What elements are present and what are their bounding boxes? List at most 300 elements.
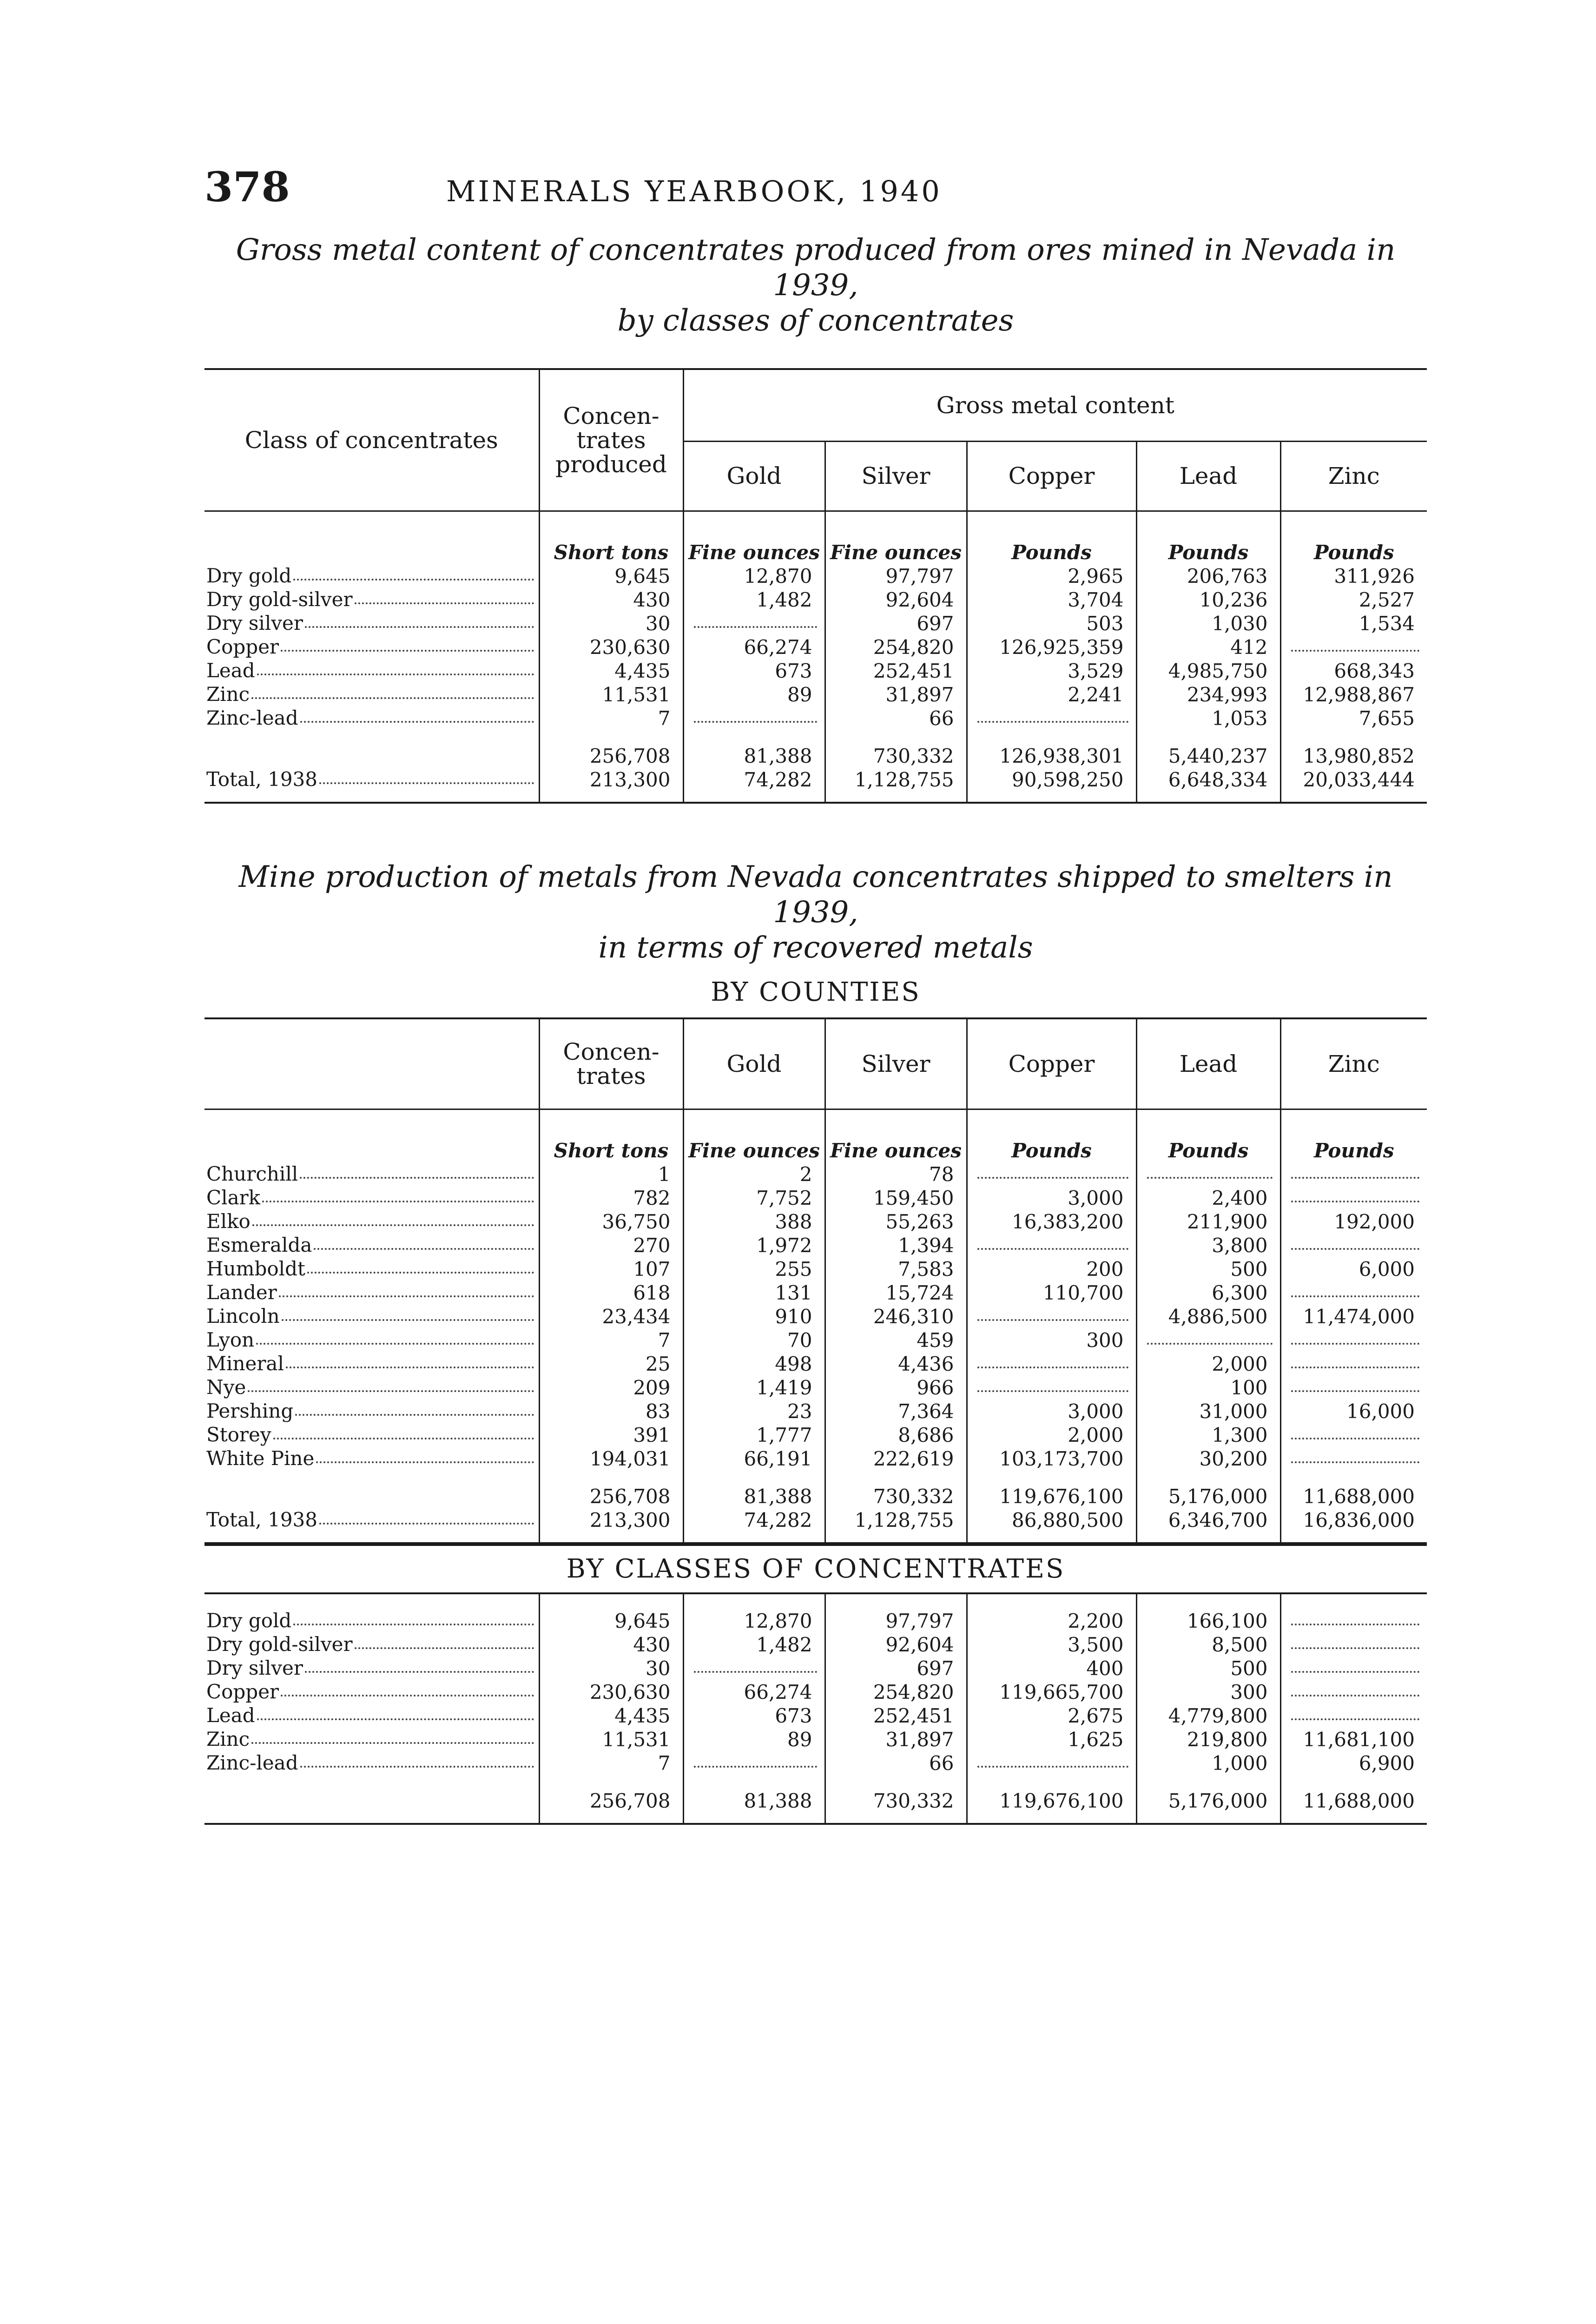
total-gap-row <box>204 1775 1427 1789</box>
row-label <box>206 1376 534 1399</box>
cell-value: 673 <box>775 1704 812 1727</box>
total-value-cell <box>683 1508 825 1532</box>
value-cell <box>683 1657 825 1680</box>
value-cell <box>967 1751 1136 1775</box>
value-cell <box>967 1162 1136 1186</box>
value-cell <box>539 1210 683 1234</box>
cell-value: 230,630 <box>589 636 671 659</box>
total-label <box>206 1508 534 1531</box>
table-row <box>204 1281 1427 1305</box>
total-value-cell <box>539 768 683 792</box>
page-number: 378 <box>204 163 290 211</box>
value-cell <box>825 1186 967 1210</box>
row-label <box>206 1609 534 1632</box>
cell-value: 31,000 <box>1199 1400 1268 1423</box>
unit-label: Fine ounces <box>683 541 825 564</box>
leader-dots <box>293 564 534 581</box>
total-value-cell <box>825 768 967 792</box>
cell-value: 311,926 <box>1334 565 1415 588</box>
table2-title <box>204 859 1427 965</box>
cell-value: 459 <box>917 1329 954 1352</box>
value-cell <box>1280 564 1427 588</box>
row-label-cell <box>204 1728 539 1751</box>
cell-value: 1,625 <box>1068 1728 1124 1751</box>
cell-value: 7 <box>658 1329 671 1352</box>
total-value: 81,388 <box>744 1485 812 1508</box>
value-cell <box>683 612 825 635</box>
value-cell <box>967 588 1136 612</box>
value-cell <box>825 1162 967 1186</box>
cell-value: 97,797 <box>885 565 954 588</box>
gap-cell <box>967 730 1136 744</box>
total-value: 11,688,000 <box>1303 1485 1415 1508</box>
cell-value: 16,000 <box>1346 1400 1415 1423</box>
total-label-cell <box>204 1789 539 1813</box>
row-label-cell <box>204 1657 539 1680</box>
total-value: 5,176,000 <box>1168 1789 1268 1812</box>
empty-dash <box>1147 1329 1273 1345</box>
cell-value: 30 <box>646 612 671 635</box>
row-label-text: Dry gold <box>206 1609 292 1632</box>
end-cell <box>683 792 825 803</box>
row-label-text: Clark <box>206 1186 261 1209</box>
row-label <box>206 1162 534 1185</box>
value-cell <box>539 1751 683 1775</box>
table-row <box>204 1210 1427 1234</box>
value-cell <box>967 564 1136 588</box>
row-label-text: Lyon <box>206 1328 255 1351</box>
leader-dots <box>281 1680 534 1697</box>
empty-dash <box>977 1305 1128 1321</box>
value-cell <box>967 635 1136 659</box>
value-cell <box>1280 1305 1427 1328</box>
cell-value: 31,897 <box>885 1728 954 1751</box>
empty-dash <box>694 612 817 628</box>
cell-value: 412 <box>1230 636 1268 659</box>
unit-label: Short tons <box>539 541 683 564</box>
row-label-text: Mineral <box>206 1352 284 1375</box>
leader-dots <box>262 1186 534 1202</box>
total-1938-row <box>204 768 1427 792</box>
value-cell <box>1136 1633 1280 1657</box>
empty-dash <box>1291 1633 1420 1649</box>
cell-value: 7,655 <box>1359 707 1415 730</box>
end-cell <box>1280 1532 1427 1543</box>
total-value-cell <box>967 744 1136 768</box>
cell-value: 230,630 <box>589 1681 671 1703</box>
empty-dash <box>1291 1447 1420 1463</box>
row-label-text: Lincoln <box>206 1305 280 1327</box>
table1-header-class: Class of concentrates <box>204 369 539 511</box>
table-row <box>204 1728 1427 1751</box>
subhead-by-counties: BY COUNTIES <box>711 977 921 1007</box>
unit-label: Fine ounces <box>825 541 967 564</box>
total-value-cell <box>683 1485 825 1508</box>
cell-value: 194,031 <box>589 1447 671 1470</box>
total-row <box>204 744 1427 768</box>
total-label-cell <box>204 768 539 792</box>
gap-cell <box>967 1471 1136 1485</box>
empty-dash <box>977 1752 1128 1768</box>
page-header <box>204 163 1427 218</box>
value-cell <box>1136 1423 1280 1447</box>
cell-value: 4,436 <box>898 1353 954 1375</box>
value-cell <box>539 1447 683 1471</box>
value-cell <box>825 1633 967 1657</box>
table2-header-blank <box>204 1018 539 1109</box>
value-cell <box>967 683 1136 706</box>
value-cell <box>683 1447 825 1471</box>
value-cell <box>539 588 683 612</box>
value-cell <box>1136 1281 1280 1305</box>
total-value: 81,388 <box>744 1789 812 1812</box>
row-label-text: Dry silver <box>206 1657 303 1679</box>
leader-dots <box>281 635 534 652</box>
total-value-cell <box>1280 1789 1427 1813</box>
end-cell <box>539 1813 683 1824</box>
cell-value: 9,645 <box>614 565 671 588</box>
value-cell <box>539 1234 683 1257</box>
value-cell <box>683 1328 825 1352</box>
cell-value: 209 <box>633 1376 671 1399</box>
row-label-text: Zinc-lead <box>206 1751 298 1774</box>
empty-dash <box>1291 1657 1420 1673</box>
table-row <box>204 1657 1427 1680</box>
value-cell <box>967 1633 1136 1657</box>
value-cell <box>967 1352 1136 1376</box>
value-cell <box>1136 1376 1280 1400</box>
cell-value: 9,645 <box>614 1610 671 1632</box>
units-row <box>204 541 1427 564</box>
table1 <box>204 368 1427 804</box>
row-label-text: Elko <box>206 1210 251 1233</box>
row-label-cell <box>204 1376 539 1400</box>
gap-cell <box>683 730 825 744</box>
total-value-cell <box>1136 744 1280 768</box>
cell-value: 7,583 <box>898 1258 954 1281</box>
row-label <box>206 1328 534 1351</box>
value-cell <box>1136 1704 1280 1728</box>
total-value-cell <box>967 1485 1136 1508</box>
cell-value: 211,900 <box>1187 1210 1268 1233</box>
cell-value: 2,965 <box>1068 565 1124 588</box>
cell-value: 12,870 <box>744 1610 812 1632</box>
unit-label: Pounds <box>1280 541 1427 564</box>
row-label <box>206 588 534 611</box>
table-row <box>204 1328 1427 1352</box>
cell-value: 391 <box>633 1424 671 1446</box>
empty-dash <box>694 1752 817 1768</box>
table1-title <box>204 232 1427 338</box>
cell-value: 300 <box>1230 1681 1268 1703</box>
value-cell <box>683 564 825 588</box>
value-cell <box>539 1186 683 1210</box>
value-cell <box>825 1609 967 1633</box>
cell-value: 23 <box>787 1400 812 1423</box>
value-cell <box>683 1257 825 1281</box>
total-row <box>204 1485 1427 1508</box>
gap-cell <box>1280 730 1427 744</box>
value-cell <box>1280 1162 1427 1186</box>
leader-dots <box>279 1281 534 1297</box>
value-cell <box>967 612 1136 635</box>
value-cell <box>967 659 1136 683</box>
gap-cell <box>825 730 967 744</box>
total-gap-row <box>204 730 1427 744</box>
value-cell <box>825 683 967 706</box>
table3-classes-totals <box>204 1775 1427 1824</box>
value-cell <box>683 1751 825 1775</box>
row-label-cell <box>204 1305 539 1328</box>
value-cell <box>539 1281 683 1305</box>
cell-value: 25 <box>646 1353 671 1375</box>
end-cell <box>683 1532 825 1543</box>
cell-value: 159,450 <box>873 1187 954 1209</box>
row-label <box>206 635 534 658</box>
page <box>204 163 1427 1825</box>
value-cell <box>683 683 825 706</box>
gap-cell <box>825 1775 967 1789</box>
value-cell <box>539 1328 683 1352</box>
cell-value: 1,777 <box>756 1424 812 1446</box>
table2-header-concentrates: Concen- trates <box>539 1018 683 1109</box>
cell-value: 966 <box>917 1376 954 1399</box>
empty-dash <box>1147 1163 1273 1179</box>
value-cell <box>1280 1352 1427 1376</box>
total-value-cell <box>539 744 683 768</box>
cell-value: 246,310 <box>873 1305 954 1328</box>
leader-dots <box>300 706 534 723</box>
value-cell <box>1280 1376 1427 1400</box>
total-value: 119,676,100 <box>999 1485 1124 1508</box>
total-value: 90,598,250 <box>1012 768 1124 791</box>
cell-value: 1,534 <box>1359 612 1415 635</box>
value-cell <box>1136 635 1280 659</box>
table-end-rule <box>204 1532 1427 1543</box>
cell-value: 3,500 <box>1068 1633 1124 1656</box>
unit-label: Fine ounces <box>683 1139 825 1162</box>
leader-dots <box>295 1400 534 1416</box>
value-cell <box>825 659 967 683</box>
total-label-text: Total, 1938 <box>206 1508 317 1531</box>
total-label-cell <box>204 744 539 768</box>
cell-value: 66,274 <box>744 636 812 659</box>
cell-value: 222,619 <box>873 1447 954 1470</box>
table-row <box>204 1234 1427 1257</box>
cell-value: 252,451 <box>873 660 954 682</box>
table1-header-lead: Lead <box>1136 442 1280 511</box>
value-cell <box>825 635 967 659</box>
cell-value: 11,531 <box>602 1728 671 1751</box>
cell-value: 107 <box>633 1258 671 1281</box>
row-label <box>206 1281 534 1304</box>
value-cell <box>539 1680 683 1704</box>
row-label-text: Zinc <box>206 1728 250 1750</box>
cell-value: 15,724 <box>885 1281 954 1304</box>
total-value-cell <box>825 1485 967 1508</box>
row-label-cell <box>204 1210 539 1234</box>
value-cell <box>1136 564 1280 588</box>
leader-dots <box>319 768 534 784</box>
end-cell <box>967 792 1136 803</box>
value-cell <box>825 588 967 612</box>
table2-header-copper: Copper <box>967 1018 1136 1109</box>
cell-value: 7,364 <box>898 1400 954 1423</box>
table-row <box>204 1305 1427 1328</box>
cell-value: 255 <box>775 1258 812 1281</box>
value-cell <box>683 635 825 659</box>
total-value-cell <box>825 744 967 768</box>
cell-value: 2,400 <box>1212 1187 1268 1209</box>
table2 <box>204 1017 1427 1544</box>
empty-dash <box>977 707 1128 723</box>
cell-value: 1,394 <box>898 1234 954 1257</box>
row-label-text: Lead <box>206 659 255 682</box>
cell-value: 254,820 <box>873 636 954 659</box>
value-cell <box>1280 1680 1427 1704</box>
subhead-by-classes: BY CLASSES OF CONCENTRATES <box>204 1544 1427 1592</box>
value-cell <box>1280 1328 1427 1352</box>
table-row <box>204 1751 1427 1775</box>
row-label <box>206 1186 534 1209</box>
value-cell <box>539 1162 683 1186</box>
leader-dots <box>355 588 534 604</box>
empty-dash <box>694 707 817 723</box>
cell-value: 430 <box>633 1633 671 1656</box>
value-cell <box>683 1609 825 1633</box>
table3 <box>204 1592 1427 1825</box>
value-cell <box>825 1234 967 1257</box>
row-label-text: Dry gold <box>206 564 292 587</box>
row-label-text: Storey <box>206 1423 271 1446</box>
value-cell <box>683 1186 825 1210</box>
table-row <box>204 1633 1427 1657</box>
cell-value: 11,474,000 <box>1303 1305 1415 1328</box>
row-label <box>206 1210 534 1233</box>
row-label <box>206 612 534 634</box>
value-cell <box>825 564 967 588</box>
empty-dash <box>1291 1187 1420 1202</box>
total-value-cell <box>1136 768 1280 792</box>
row-label-text: Nye <box>206 1376 246 1399</box>
value-cell <box>825 612 967 635</box>
row-label-cell <box>204 1162 539 1186</box>
table2-counties-body <box>204 1139 1427 1471</box>
total-value-cell <box>1280 768 1427 792</box>
cell-value: 66 <box>929 1752 954 1775</box>
row-label-text: Lead <box>206 1704 255 1727</box>
row-label-cell <box>204 612 539 635</box>
cell-value: 8,686 <box>898 1424 954 1446</box>
value-cell <box>825 1281 967 1305</box>
row-label-cell <box>204 1186 539 1210</box>
value-cell <box>683 1234 825 1257</box>
cell-value: 270 <box>633 1234 671 1257</box>
empty-dash <box>1291 1376 1420 1392</box>
cell-value: 3,704 <box>1068 588 1124 611</box>
value-cell <box>539 635 683 659</box>
table-row <box>204 564 1427 588</box>
value-cell <box>683 1281 825 1305</box>
value-cell <box>1136 1609 1280 1633</box>
table-row <box>204 1447 1427 1471</box>
value-cell <box>1136 659 1280 683</box>
total-value-cell <box>967 1789 1136 1813</box>
row-label <box>206 1728 534 1750</box>
cell-value: 30,200 <box>1199 1447 1268 1470</box>
cell-value: 3,000 <box>1068 1187 1124 1209</box>
cell-value: 10,236 <box>1199 588 1268 611</box>
total-value-cell <box>1280 744 1427 768</box>
value-cell <box>967 1305 1136 1328</box>
cell-value: 498 <box>775 1353 812 1375</box>
leader-dots <box>305 612 534 628</box>
row-label-text: Zinc-lead <box>206 706 298 729</box>
total-value: 74,282 <box>744 1509 812 1532</box>
cell-value: 668,343 <box>1334 660 1415 682</box>
table2-header-gold: Gold <box>683 1018 825 1109</box>
total-value: 256,708 <box>589 745 671 767</box>
total-value: 119,676,100 <box>999 1789 1124 1812</box>
end-cell <box>967 1813 1136 1824</box>
cell-value: 12,988,867 <box>1303 683 1415 706</box>
cell-value: 2,200 <box>1068 1610 1124 1632</box>
table-row <box>204 1162 1427 1186</box>
cell-value: 126,925,359 <box>999 636 1124 659</box>
cell-value: 2 <box>799 1163 812 1186</box>
row-label-text: Copper <box>206 635 279 658</box>
cell-value: 7 <box>658 707 671 730</box>
gap-cell <box>539 730 683 744</box>
row-label-cell <box>204 1751 539 1775</box>
empty-dash <box>1291 1610 1420 1625</box>
total-value: 126,938,301 <box>999 745 1124 767</box>
empty-dash <box>1291 1681 1420 1697</box>
row-label-cell <box>204 1423 539 1447</box>
table2-title-line2: in terms of recovered metals <box>598 931 1033 965</box>
value-cell <box>1136 1305 1280 1328</box>
table-row <box>204 1680 1427 1704</box>
value-cell <box>683 706 825 730</box>
cell-value: 6,000 <box>1359 1258 1415 1281</box>
end-cell <box>1280 1813 1427 1824</box>
value-cell <box>539 1423 683 1447</box>
cell-value: 618 <box>633 1281 671 1304</box>
row-label-text: White Pine <box>206 1447 315 1470</box>
value-cell <box>683 1400 825 1423</box>
end-cell <box>204 1532 539 1543</box>
row-label <box>206 1423 534 1446</box>
leader-dots <box>307 1257 534 1274</box>
empty-dash <box>1291 1234 1420 1250</box>
row-label-cell <box>204 1328 539 1352</box>
table1-header-zinc: Zinc <box>1280 442 1427 511</box>
unit-label: Pounds <box>967 1139 1136 1162</box>
total-value: 86,880,500 <box>1012 1509 1124 1532</box>
total-value-cell <box>683 1789 825 1813</box>
total-value: 213,300 <box>589 1509 671 1532</box>
cell-value: 1,300 <box>1212 1424 1268 1446</box>
end-cell <box>539 792 683 803</box>
units-row <box>204 1139 1427 1162</box>
table-row <box>204 1257 1427 1281</box>
value-cell <box>1136 1728 1280 1751</box>
cell-value: 300 <box>1086 1329 1124 1352</box>
leader-dots <box>319 1508 534 1525</box>
value-cell <box>1280 1186 1427 1210</box>
cell-value: 23,434 <box>602 1305 671 1328</box>
value-cell <box>683 1680 825 1704</box>
